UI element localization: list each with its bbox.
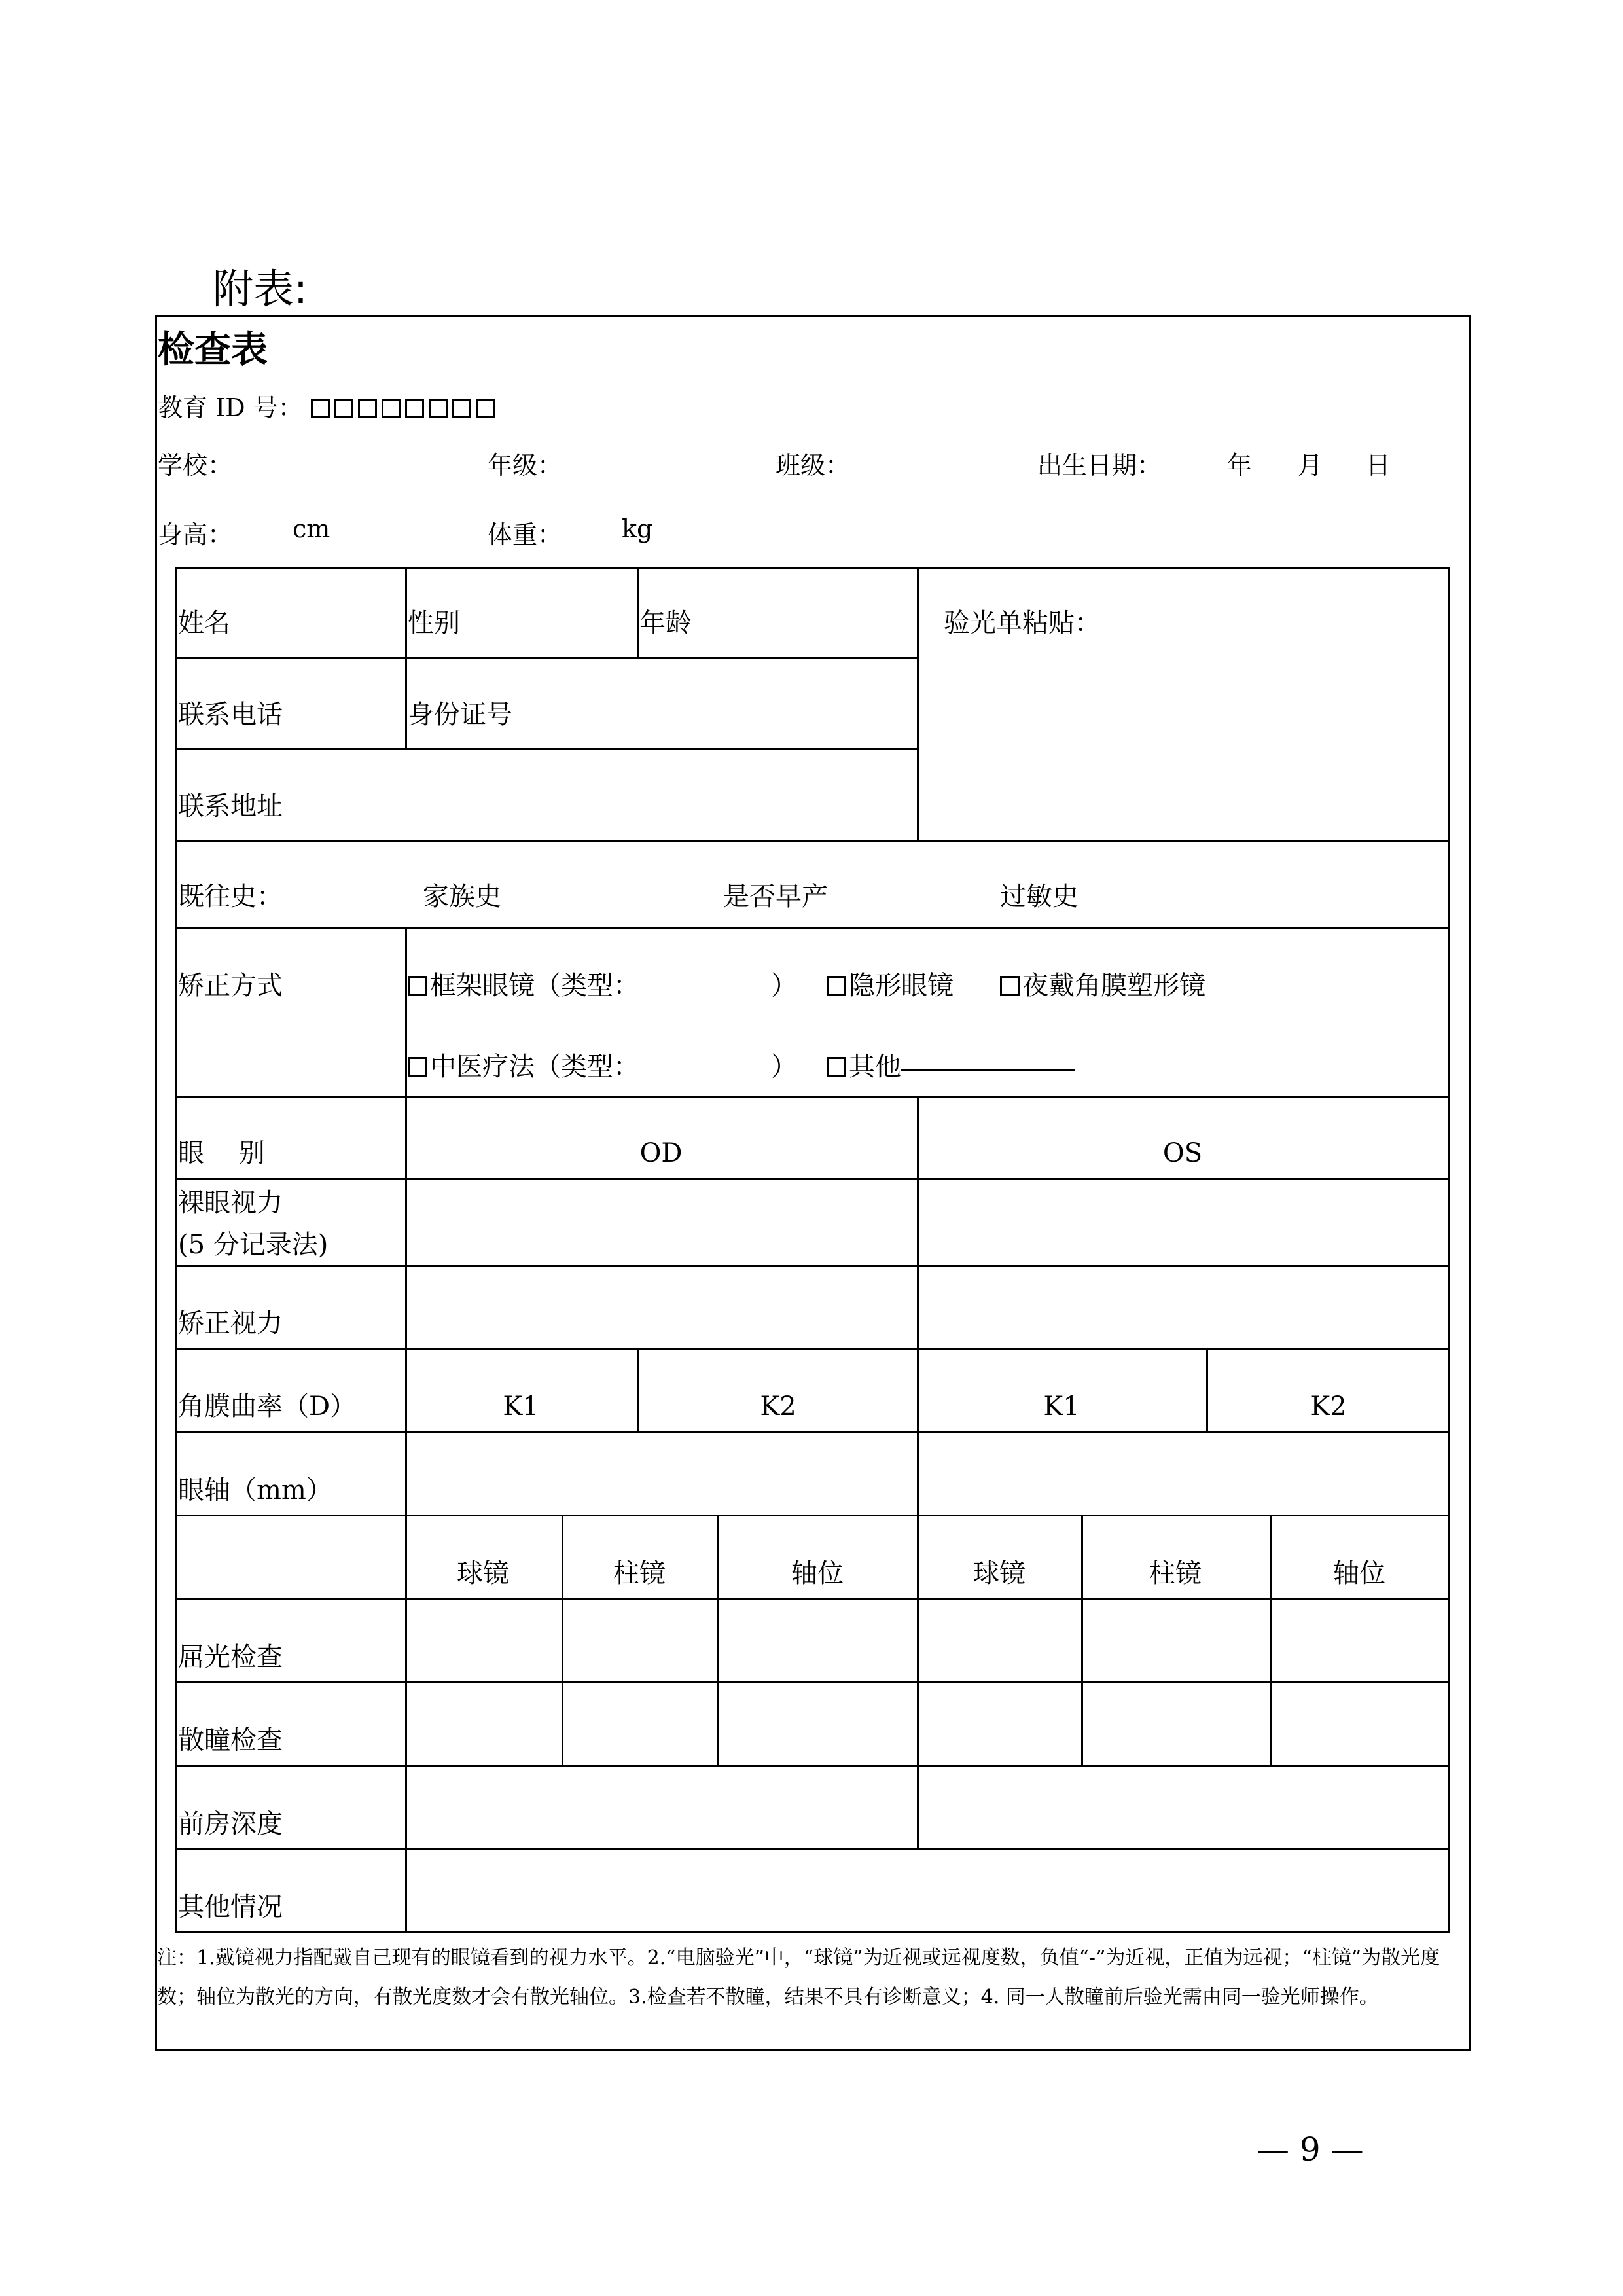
opt-other[interactable]: 其他 xyxy=(827,1046,1075,1088)
edu-id-label: 教育 ID 号： xyxy=(158,393,303,422)
form-title: 检查表 xyxy=(158,329,268,371)
class-label: 班级： xyxy=(776,451,851,480)
weight-label: 体重： xyxy=(488,520,563,549)
id-card-label: 身份证号 xyxy=(408,700,512,730)
contact-lens-checkbox[interactable] xyxy=(827,976,846,996)
allergy-label: 过敏史 xyxy=(1000,882,1079,912)
opt-ortho-k[interactable]: 夜戴角膜塑形镜 xyxy=(1000,965,1205,1007)
tcm-checkbox[interactable] xyxy=(408,1057,427,1077)
age-label: 年龄 xyxy=(639,608,692,638)
birth-year-label: 年 xyxy=(1227,451,1253,480)
eye-label: 眼 别 xyxy=(178,1138,265,1168)
opt-tcm[interactable]: 中医疗法（类型： xyxy=(408,1046,639,1088)
os-sphere-header: 球镜 xyxy=(973,1558,1026,1588)
od-k2-label: K2 xyxy=(760,1391,796,1422)
address-label: 联系地址 xyxy=(178,791,283,821)
height-label: 身高： xyxy=(158,520,233,549)
axial-length-label: 眼轴（mm） xyxy=(178,1475,332,1505)
birth-month-label: 月 xyxy=(1298,451,1323,480)
corrected-vision-label: 矫正视力 xyxy=(178,1308,283,1338)
ortho-k-checkbox[interactable] xyxy=(1000,976,1020,996)
other-situation-label: 其他情况 xyxy=(178,1892,283,1922)
name-label: 姓名 xyxy=(178,608,230,638)
birth-day-label: 日 xyxy=(1366,451,1391,480)
phone-label: 联系电话 xyxy=(178,700,283,730)
weight-unit: kg xyxy=(622,514,653,543)
mydriasis-exam-label: 散瞳检查 xyxy=(178,1725,283,1755)
od-axis-header: 轴位 xyxy=(791,1558,844,1588)
os-cylinder-header: 柱镜 xyxy=(1149,1558,1202,1588)
od-sphere-header: 球镜 xyxy=(457,1558,509,1588)
opt-frame-glasses[interactable]: 框架眼镜（类型： xyxy=(408,965,639,1007)
os-label: OS xyxy=(1162,1138,1203,1168)
os-k2-label: K2 xyxy=(1310,1391,1347,1422)
attachment-title: 附表: xyxy=(213,265,308,313)
frame-glasses-checkbox[interactable] xyxy=(408,976,427,996)
edu-id-row xyxy=(158,387,499,423)
os-k1-label: K1 xyxy=(1043,1391,1080,1422)
od-label: OD xyxy=(639,1138,683,1168)
refraction-exam-label: 屈光检查 xyxy=(178,1642,283,1672)
od-cylinder-header: 柱镜 xyxy=(613,1558,666,1588)
corneal-curvature-label: 角膜曲率（D） xyxy=(178,1391,357,1422)
naked-vision-label: 裸眼视力 (5 分记录法) xyxy=(178,1188,329,1260)
other-checkbox[interactable] xyxy=(827,1057,846,1077)
refraction-slip-paste-area: 验光单粘贴： xyxy=(944,608,1101,638)
grade-label: 年级： xyxy=(488,451,563,480)
family-history-label: 家族史 xyxy=(423,882,501,912)
form-frame xyxy=(155,315,1471,2051)
opt-contact-lens[interactable]: 隐形眼镜 xyxy=(827,965,954,1007)
school-label: 学校： xyxy=(158,451,233,480)
history-label: 既往史： xyxy=(178,882,283,912)
edu-id-boxes[interactable] xyxy=(311,393,499,422)
correction-label: 矫正方式 xyxy=(178,971,283,1001)
opt-frame-close: ） xyxy=(771,971,797,1001)
birth-label: 出生日期： xyxy=(1037,451,1162,480)
anterior-chamber-label: 前房深度 xyxy=(178,1809,283,1839)
opt-tcm-close: ） xyxy=(771,1052,797,1082)
page-number: — 9 — xyxy=(1257,2130,1364,2168)
premature-label: 是否早产 xyxy=(723,882,828,912)
height-unit: cm xyxy=(293,514,330,543)
os-axis-header: 轴位 xyxy=(1333,1558,1385,1588)
footnote: 注：1.戴镜视力指配戴自己现有的眼镜看到的视力水平。2.“电脑验光”中，“球镜”为近视或远视度数，负值“-”为近视，正值为远视；“柱镜”为散光度数；轴位为散光的方向，有散光度数才会有散光轴位。3.检查若不散瞳，结果不具有诊断意义；4. 同一人散瞳前后验光需由同一验光师操作。 xyxy=(157,1946,1440,2009)
gender-label: 性别 xyxy=(408,608,460,638)
other-blank-line[interactable] xyxy=(901,1046,1075,1071)
od-k1-label: K1 xyxy=(503,1391,539,1422)
